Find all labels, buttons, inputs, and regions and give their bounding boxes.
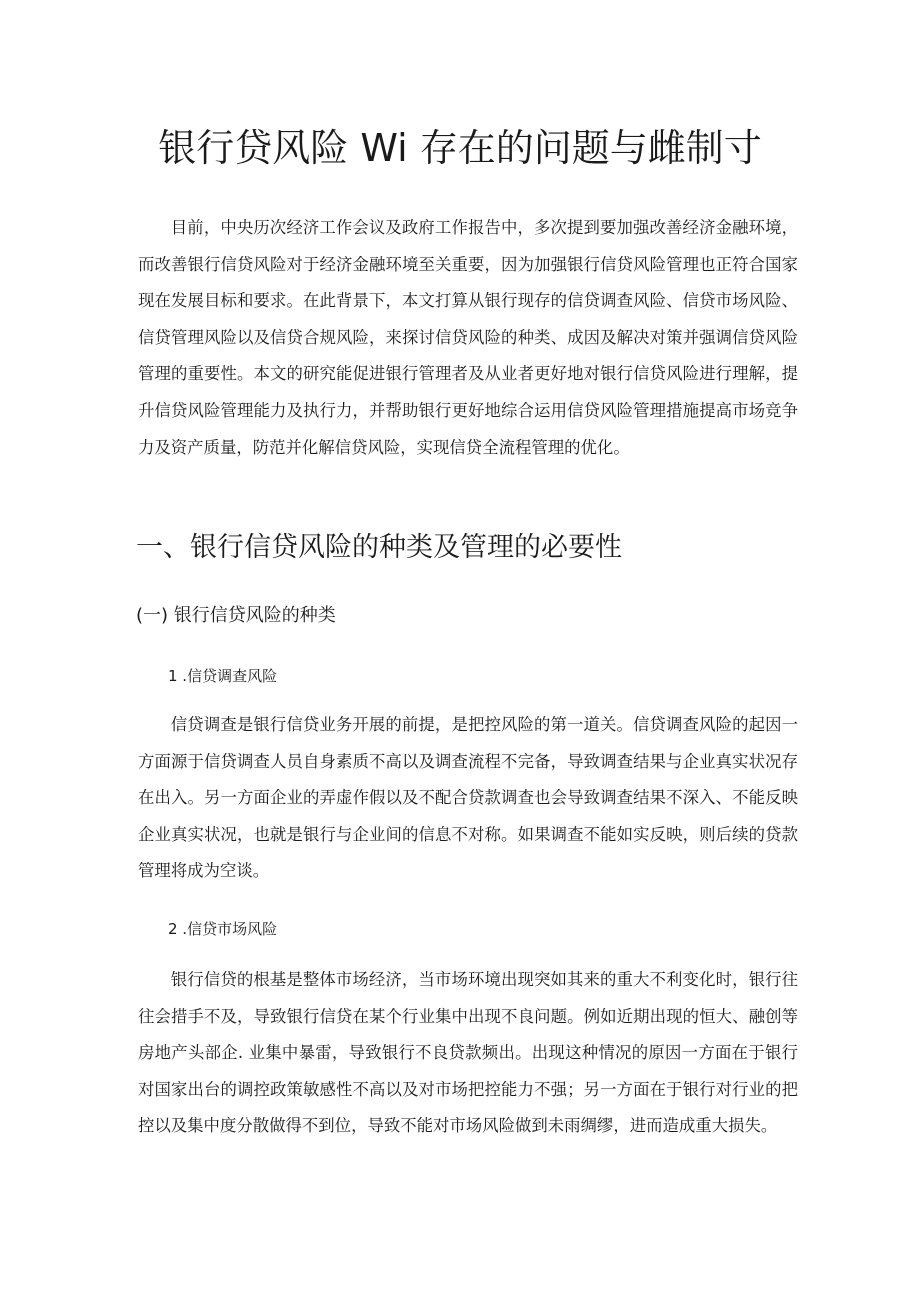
document-title: 银行贷风险 Wi 存在的问题与雌制寸: [158, 126, 762, 170]
subsection-heading: (一) 银行信贷风险的种类: [136, 605, 336, 626]
credit-market-paragraph: 银行信贷的根基是整体市场经济，当市场环境出现突如其来的重大不利变化时，银行往往会措手不及，导致银行信贷在某个行业集中出现不良问题。例如近期出现的恒大、融创等房地产头部企. 业集中暴雷，导致银行不良贷款频出。出现这种情况的原因一方面在于银行对国家出台的调控政策敏感性不高以及对市场把控能力不强；另一方面在于银行对行业的把控以及集中度分散做得不到位，导致不能对市场风险做到未雨绸缪，进而造成重大损失。: [138, 970, 798, 1136]
intro-paragraph: 目前，中央历次经济工作会议及政府工作报告中，多次提到要加强改善经济金融环境，而改善银行信贷风险对于经济金融环境至关重要，因为加强银行信贷风险管理也正符合国家现在发展目标和要求。在此背景下，本文打算从银行现存的信贷调查风险、信贷市场风险、信贷管理风险以及信贷合规风险，来探讨信贷风险的种类、成因及解决对策并强调信贷风险管理的重要性。本文的研究能促进银行管理者及从业者更好地对银行信贷风险进行理解，提升信贷风险管理能力及执行力，并帮助银行更好地综合运用信贷风险管理措施提高市场竞争力及资产质量，防范并化解信贷风险，实现信贷全流程管理的优化。: [138, 218, 798, 457]
item-heading-credit-market: 2 .信贷市场风险: [168, 920, 278, 938]
item-heading-credit-investigation: 1 .信贷调查风险: [168, 667, 278, 685]
credit-investigation-paragraph: 信贷调查是银行信贷业务开展的前提，是把控风险的第一道关。信贷调查风险的起因一方面源于信贷调查人员自身素质不高以及调查流程不完备，导致调查结果与企业真实状况存在出入。另一方面企业的弄虚作假以及不配合贷款调查也会导致调查结果不深入、不能反映企业真实状况，也就是银行与企业间的信息不对称。如果调查不能如实反映，则后续的贷款管理将成为空谈。: [138, 715, 798, 881]
section-heading: 一、银行信贷风险的种类及管理的必要性: [136, 532, 622, 563]
